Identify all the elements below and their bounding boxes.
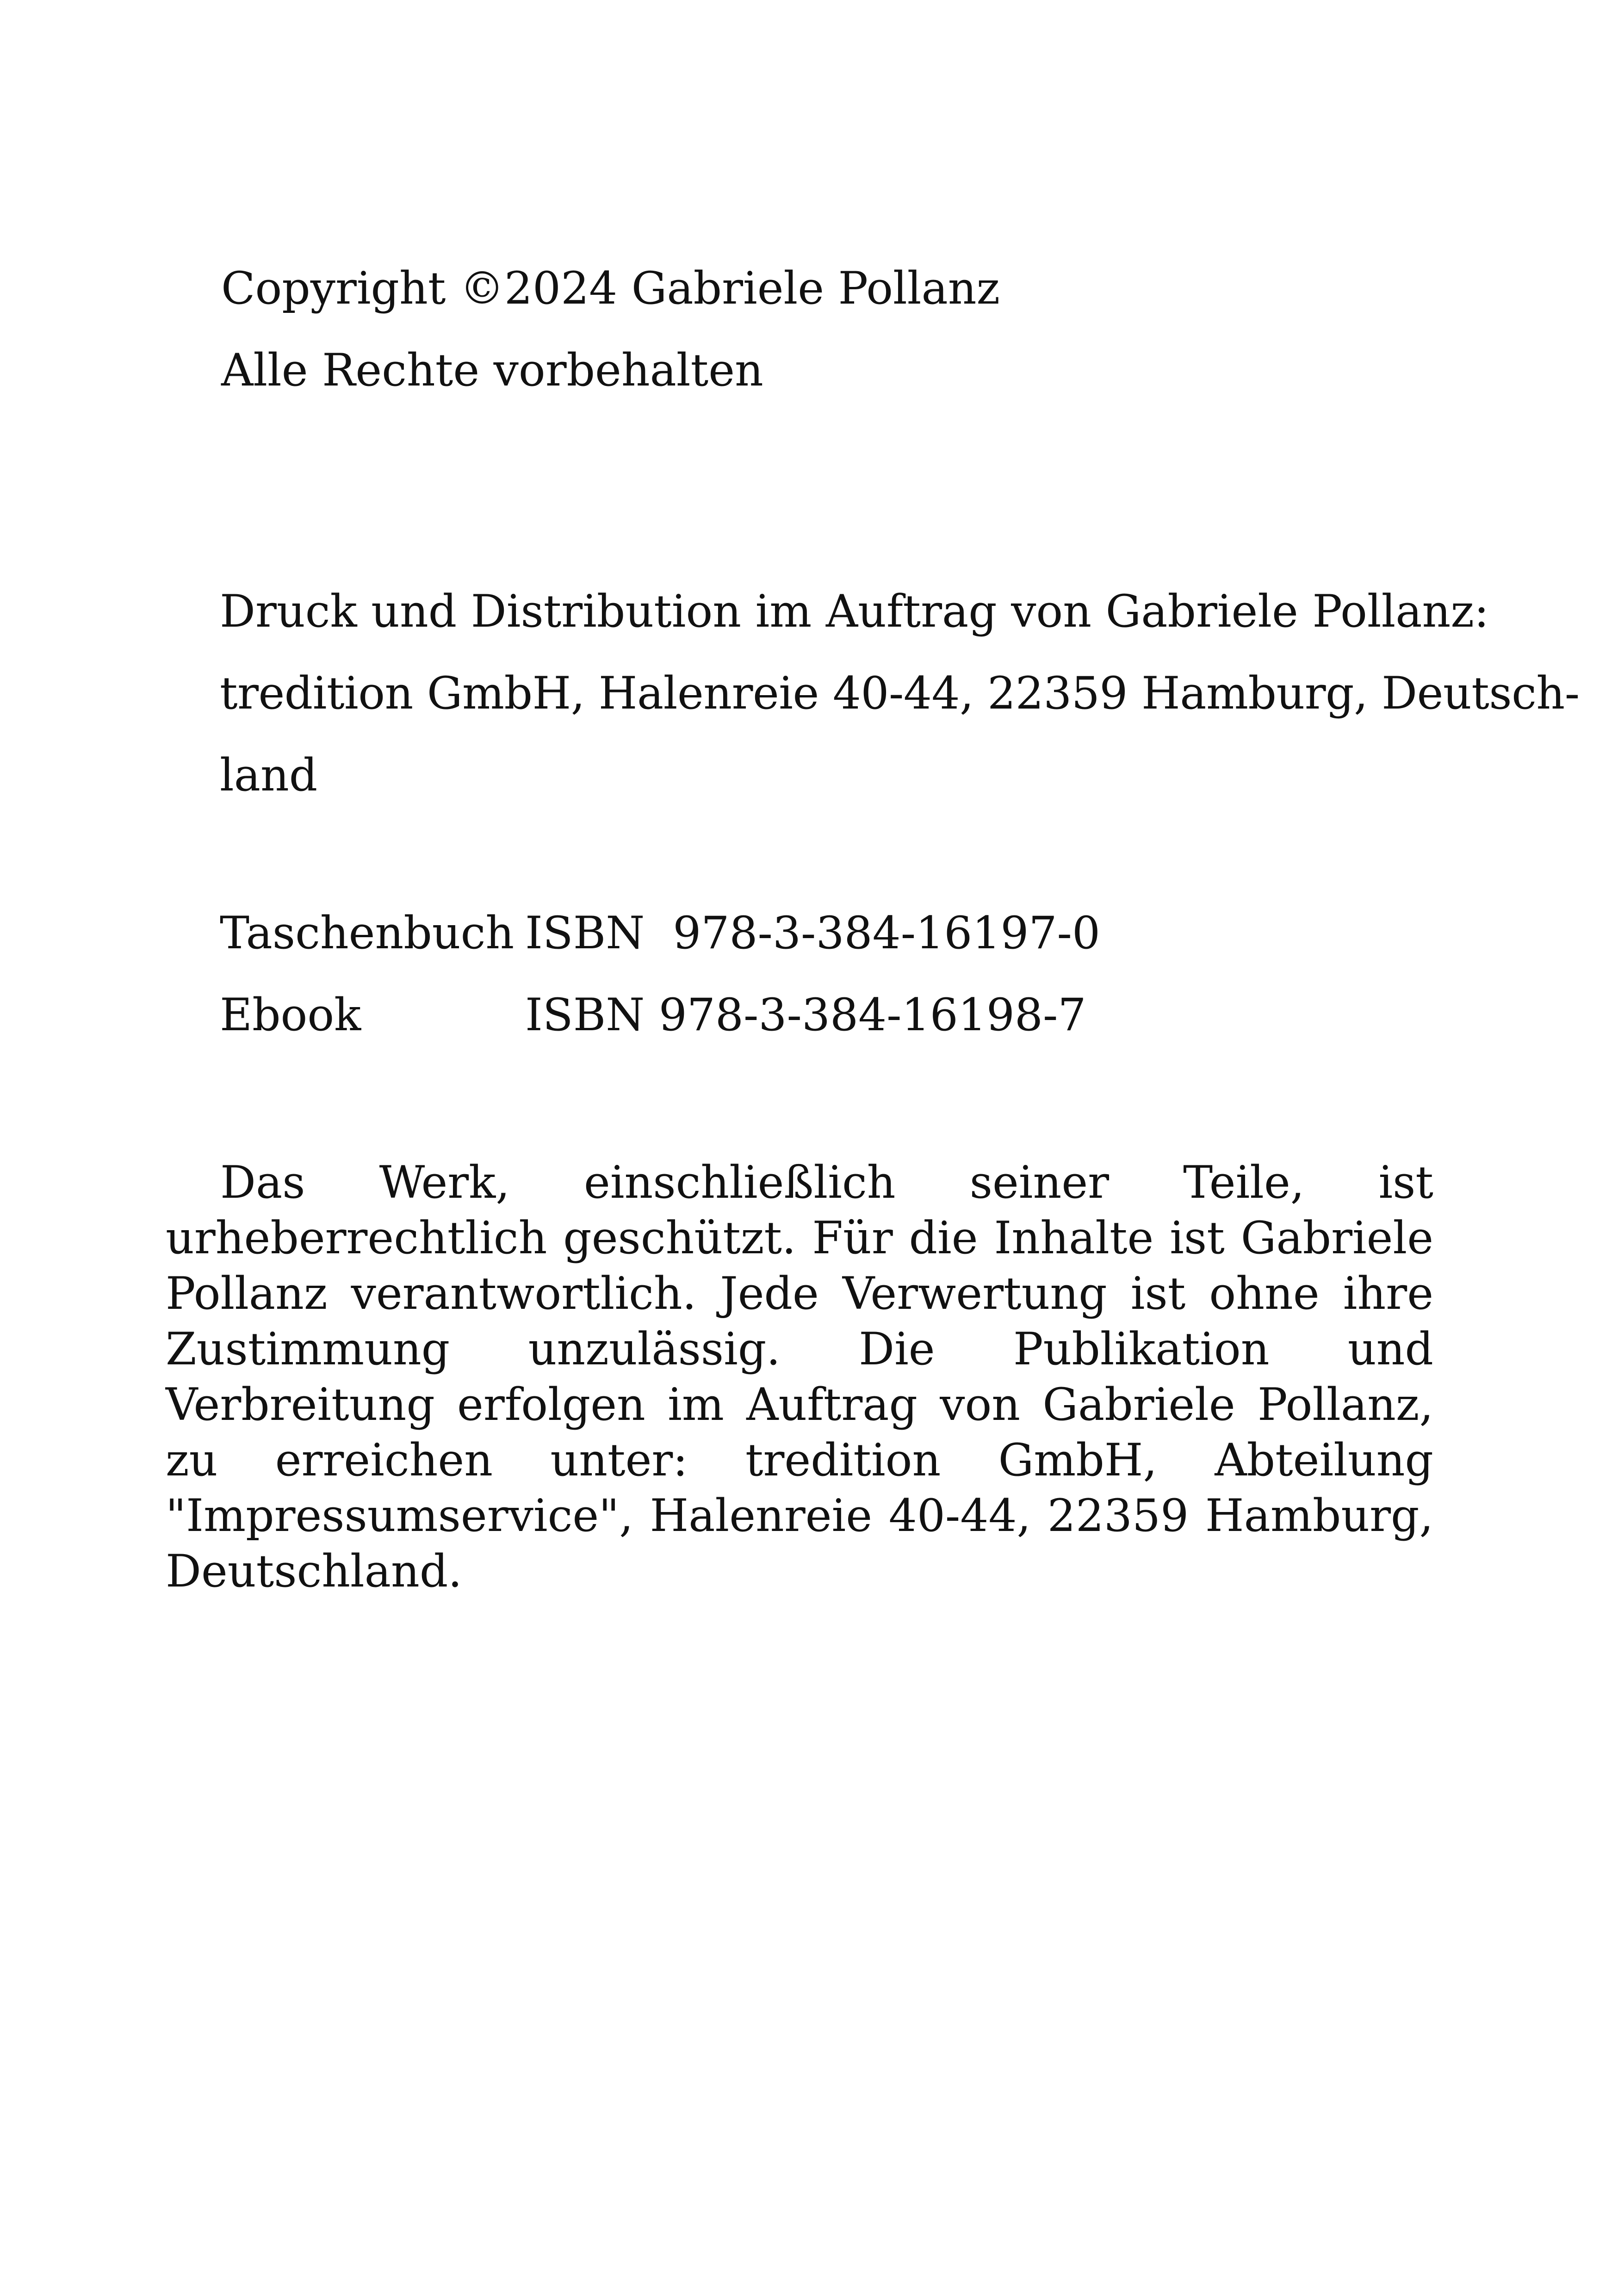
isbn-ebook-label: Ebook	[220, 989, 361, 1041]
isbn-paperback-label: Taschenbuch	[220, 907, 515, 959]
rights-reserved-line: Alle Rechte vorbehalten	[221, 344, 763, 396]
printing-line-1: Druck und Distribution im Auftrag von Gabriele Pollanz:	[220, 585, 1489, 637]
isbn-paperback-value: ISBN 978-3-384-16197-0	[525, 907, 1101, 959]
copyright-line: Copyright ©2024 Gabriele Pollanz	[221, 262, 1000, 314]
printing-line-2: tredition GmbH, Halenreie 40-44, 22359 Hamburg, Deutsch-	[220, 667, 1580, 719]
copyright-notice-paragraph: Das Werk, einschließlich seiner Teile, ist urheberrechtlich geschützt. Für die Inhalte ist Gabriele Pollanz verantwortlich. Jede Verwertung ist ohne ihre Zustimmung unzulässig. Die Publikation und Verbreitung erfolgen im Auftrag von Gabriele Pollanz, zu erreichen unter: tredition GmbH, Abteilung "Impressumservice", Halenreie 40-44, 22359 Hamburg, Deutschland.	[166, 1157, 1433, 1597]
isbn-ebook-value: ISBN 978-3-384-16198-7	[525, 989, 1086, 1041]
printing-line-3: land	[220, 749, 318, 801]
